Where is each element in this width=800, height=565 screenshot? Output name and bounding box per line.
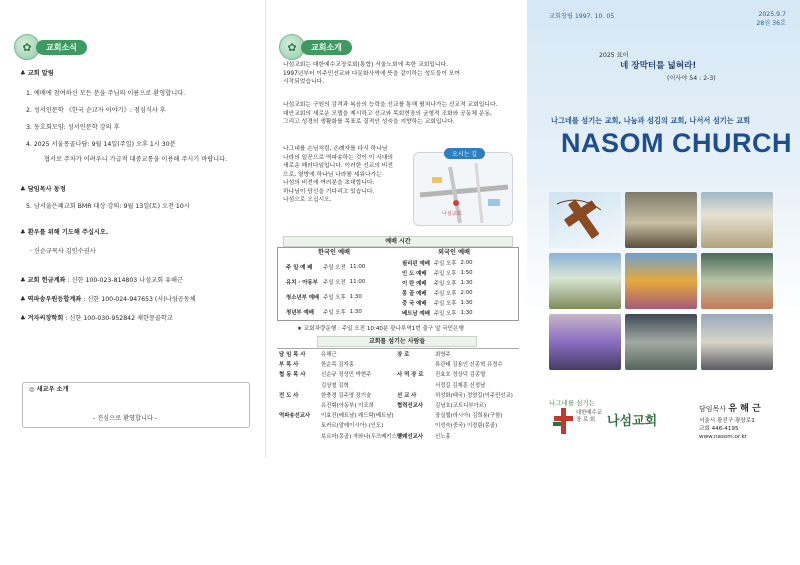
staff-role: 협력선교사 [397, 403, 424, 409]
service-day: 주일 오전 [323, 264, 346, 271]
intro-line: 나그네를 손님처럼, 손례자를 다시 하나님 [283, 146, 388, 152]
service-time: 1:30 [460, 280, 473, 286]
account-value: : 신한 100-030-952842 재한몽골학교 [65, 315, 173, 322]
announcement-item: 3. 동호회모임: 성서인문학 강의 후 [26, 124, 120, 131]
founded-date: 교회창립 1997. 10. 05 [549, 13, 615, 20]
staff-names: 류관태 김용인 신종혁 유정수 [435, 362, 503, 369]
staff-names: 최영주 [435, 352, 451, 358]
announcement-item: 협서로 주차가 어려우니 가급적 대중교통을 이용해 주시기 바랍니다. [44, 156, 228, 163]
staff-names: 허성화(태국) 정영길(이주민선교) [435, 392, 513, 399]
service-row [400, 308, 475, 318]
announcement-item: 4. 2025 서울몽골나담: 9월 14일(주일) 오후 1시 30분 [26, 141, 176, 148]
church-address: 서울시 광진구 광장로1 [699, 418, 755, 424]
logo-denomination: 대한예수교 장 로 회 [576, 410, 603, 424]
pastor-text: 5. 남서울은혜교회 BMR 대상 강의: 9월 13일(토) 오전 10시 [26, 203, 190, 210]
service-name: 베트남 예배 [402, 311, 430, 317]
staff-title: 교회를 섬기는 사람들 [317, 336, 477, 347]
staff-role: 장 로 [397, 352, 410, 358]
service-name: 필리핀 예배 [402, 261, 430, 267]
photo-performance [625, 253, 697, 309]
worship-table-box [277, 247, 519, 321]
theme-label: 2025 표어 [599, 52, 629, 59]
logo-tagline: 나그네를 섬기는 [549, 399, 596, 407]
service-time: 2:00 [460, 260, 473, 266]
map-graphic [414, 153, 514, 227]
foreign-service-table [400, 258, 475, 318]
korean-service-table [284, 259, 367, 319]
service-name: 청소년부 예배 [286, 294, 320, 301]
service-row [400, 268, 475, 278]
worship-header-foreign: 외국인 예배 [438, 249, 471, 256]
service-time: 11:00 [349, 263, 366, 270]
announcement-item: 2. 성서인문학 《한국 순교자 이야기》: 점심식사 후 [26, 107, 166, 114]
cover-panel [527, 0, 800, 458]
worship-header-korean: 한국인 예배 [318, 249, 351, 256]
service-time: 2:00 [460, 290, 473, 296]
intro-line: 으로, 열방에 하나님 나라를 세워나가는 [283, 171, 382, 178]
staff-names: 장실웹(라시아) 김희용(구함) [435, 413, 503, 420]
staff-role: 명예선교사 [397, 433, 424, 440]
service-row [284, 289, 367, 304]
staff-role: 부 목 사 [279, 362, 299, 369]
intro-line: 나섬교회는 구원의 감격과 복음의 능력을 선교를 통해 펼쳐나가는 선교적 교회입니다. [283, 102, 498, 108]
intro-line: 새로운 패러다임입니다. 이러한 선교의 비전 [283, 163, 394, 169]
staff-names: 유진휘(아동부) 이조희 [321, 403, 374, 409]
staff-role: 협 동 목 사 [279, 372, 306, 379]
service-time: 1:50 [460, 270, 473, 276]
map-landmark [432, 177, 442, 183]
intro-line: 시작되었습니다. [283, 79, 325, 85]
worship-title: 예배 시간 [283, 236, 513, 247]
service-day: 주일 오후 [323, 294, 346, 301]
service-time: 11:00 [349, 278, 366, 285]
prayer-heading: ♣ 환우를 위해 기도해 주십시오. [20, 229, 109, 236]
staff-role: 담 임 목 사 [279, 352, 306, 358]
account-item: ♣ 역파송우원등합계좌 : 신한 100-024-947653 (사)나섬공동체 [20, 296, 196, 303]
service-row [284, 304, 367, 319]
intro-line: 나라의 일꾼으로 역파송하는 것이 이 시대의 [283, 154, 394, 161]
photo-classroom [701, 314, 773, 370]
issue-number: 28권 36호 [756, 20, 786, 27]
service-day: 주일 오후 [433, 291, 457, 297]
account-label: 역파송우원등합계좌 [27, 296, 82, 303]
photo-stage-costumes [549, 314, 621, 370]
staff-names: 진효호 정상덕 김종렬 [435, 372, 486, 379]
slogan: 나그네를 섬기는 교회, 나눔과 섬김의 교회, 나서서 섬기는 교회 [551, 116, 751, 125]
service-name: 유치 · 아동부 [286, 279, 318, 286]
staff-names: 보르마(몽골) 자와나(우즈베키스탄) [321, 433, 405, 440]
service-row [400, 278, 475, 288]
map-place-name: 나섬교회 [442, 211, 462, 217]
service-time: 1:30 [349, 308, 362, 315]
announcement-item: 1. 예배에 참여하신 모든 분을 주님의 이름으로 환영합니다. [26, 90, 186, 97]
intro-line: 나섬교회는 대한예수교장로회(통합) 서울노회에 속한 교회입니다. [283, 62, 448, 68]
service-day: 주일 오후 [433, 271, 457, 277]
photo-gathering [701, 192, 773, 248]
staff-names: 한순목 김지홍 [321, 362, 354, 369]
staff-role: 역파송선교사 [279, 413, 311, 420]
news-panel [0, 0, 265, 458]
account-item: ♣ 겨자씨장학회 : 신한 100-030-952842 재한몽골학교 [20, 315, 173, 322]
church-logo [549, 398, 669, 438]
staff-role: 전 도 사 [279, 392, 299, 399]
map-box [413, 152, 513, 226]
staff-names: 한충경 김주영 장기술 [321, 392, 372, 399]
staff-names: 서정길 김재훈 신정남 [435, 382, 486, 389]
intro-line: 나섬으로 오십시오. [283, 197, 332, 203]
newcomer-box [22, 382, 250, 428]
map-label: 오시는 길 [444, 148, 485, 159]
staff-names: 토카르(말레이시아) (인도) [321, 423, 384, 430]
theme-text: 네 장막터를 넓혀라! [620, 61, 697, 71]
church-website[interactable]: www.nasom.or.kr [699, 434, 748, 440]
newcomer-label: ◎ 새교우 소개 [29, 386, 69, 393]
account-label: 겨자씨장학회 [27, 315, 64, 322]
news-section-label: 교회소식 [36, 40, 87, 55]
intro-line: 하나님이 당신을 기다리고 있습니다. [283, 188, 375, 195]
staff-names: 김님호(코트디부아르) [435, 403, 487, 409]
account-value: : 신한 100-023-814803 나섬교회 유해근 [67, 277, 183, 284]
service-name: 인 도 예배 [402, 271, 427, 277]
intro-line: 그리고 성경의 생활화를 목표로 질적인 성숙을 지향하는 교회입니다. [283, 119, 455, 125]
staff-names: 김상철 김혁 [321, 382, 349, 389]
pastor-line: 담임목사 유 해 근 [699, 404, 761, 414]
photo-congregation [625, 192, 697, 248]
announcement-text: 교회 알림 [27, 70, 54, 77]
service-name: 몽 골 예배 [402, 291, 427, 297]
service-time: 1:30 [460, 300, 473, 306]
service-day: 주일 오전 [323, 279, 346, 286]
staff-role: 선 교 사 [397, 392, 417, 399]
service-name: 이 란 예배 [402, 281, 427, 287]
service-day: 주일 오후 [433, 311, 457, 317]
intro-line: 나섬의 비전에 여러분을 초대합니다. [283, 180, 375, 186]
service-row [400, 298, 475, 308]
church-name-en: NASOM CHURCH [561, 128, 792, 158]
service-day: 주일 오후 [323, 309, 346, 316]
photo-group [701, 253, 773, 309]
intro-section-label: 교회소개 [301, 40, 352, 55]
service-day: 주일 오후 [433, 261, 457, 267]
service-row [400, 258, 475, 268]
prayer-text: · 신순규목사 김인수권사 [30, 248, 96, 255]
staff-names: 이성숙(중국) 이정림(몽골) [435, 423, 498, 430]
staff-table-box [277, 348, 519, 448]
staff-names: 이효진(베트남) 레드탁(베트남) [321, 413, 394, 420]
service-row [400, 288, 475, 298]
staff-names: 유해근 [321, 352, 337, 358]
issue-date: 2025.9.7 [758, 11, 786, 18]
service-day: 주일 오후 [433, 281, 457, 287]
leaf-icon: ✿ [14, 34, 40, 60]
announcement-item: ♣ 교회 알림 [20, 70, 54, 77]
intro-header [279, 34, 352, 60]
account-item: ♣ 교회 헌금계좌 : 신한 100-023-814803 나섬교회 유해근 [20, 277, 183, 284]
staff-names: 신노홍 [435, 433, 451, 440]
cross-image [549, 192, 621, 248]
map-marker [453, 200, 459, 206]
service-name: 주 일 예 배 [286, 264, 313, 271]
bus-note: ★ 교회차량운행 : 주일 오전 10:40분 광나루역1번 출구 앞 국민은행 [297, 326, 464, 332]
service-row [284, 274, 367, 289]
leaf-icon: ✿ [279, 34, 305, 60]
intro-panel [265, 0, 527, 458]
photo-worship [625, 314, 697, 370]
map-landmark [488, 199, 500, 206]
pastor-heading: ♣ 담임목사 동정 [20, 186, 66, 193]
logo-cross-icon [553, 408, 573, 434]
church-phone: 교회 446-4195 [699, 426, 739, 432]
intro-line: 1997년부터 이주민선교와 다문화사역에 뜻을 같이하는 성도들이 모여 [283, 70, 461, 77]
newcomer-text: - 진심으로 환영합니다 - [93, 415, 158, 422]
service-name: 청년부 예배 [286, 309, 314, 316]
staff-role: 사 역 장 로 [397, 372, 424, 379]
service-day: 주일 오후 [433, 301, 457, 307]
news-header [14, 34, 87, 60]
logo-church-name: 나섬교회 [607, 414, 658, 429]
intro-line: 대안교회의 새로운 모델을 제시하고 선교와 목회현장의 균형적 조화와 공동체 운동, [283, 110, 492, 117]
service-row [284, 259, 367, 274]
staff-names: 신순규 정성민 박현주 [321, 372, 372, 379]
account-label: 교회 헌금계좌 [27, 277, 66, 284]
account-value: : 신한 100-024-947653 (사)나섬공동체 [83, 296, 196, 303]
photo-outdoor-flags [549, 253, 621, 309]
service-time: 1:30 [460, 310, 473, 316]
service-time: 1:30 [349, 293, 362, 300]
theme-reference: (이사야 54 : 2-3) [667, 75, 716, 82]
service-name: 중 국 예배 [402, 301, 427, 307]
